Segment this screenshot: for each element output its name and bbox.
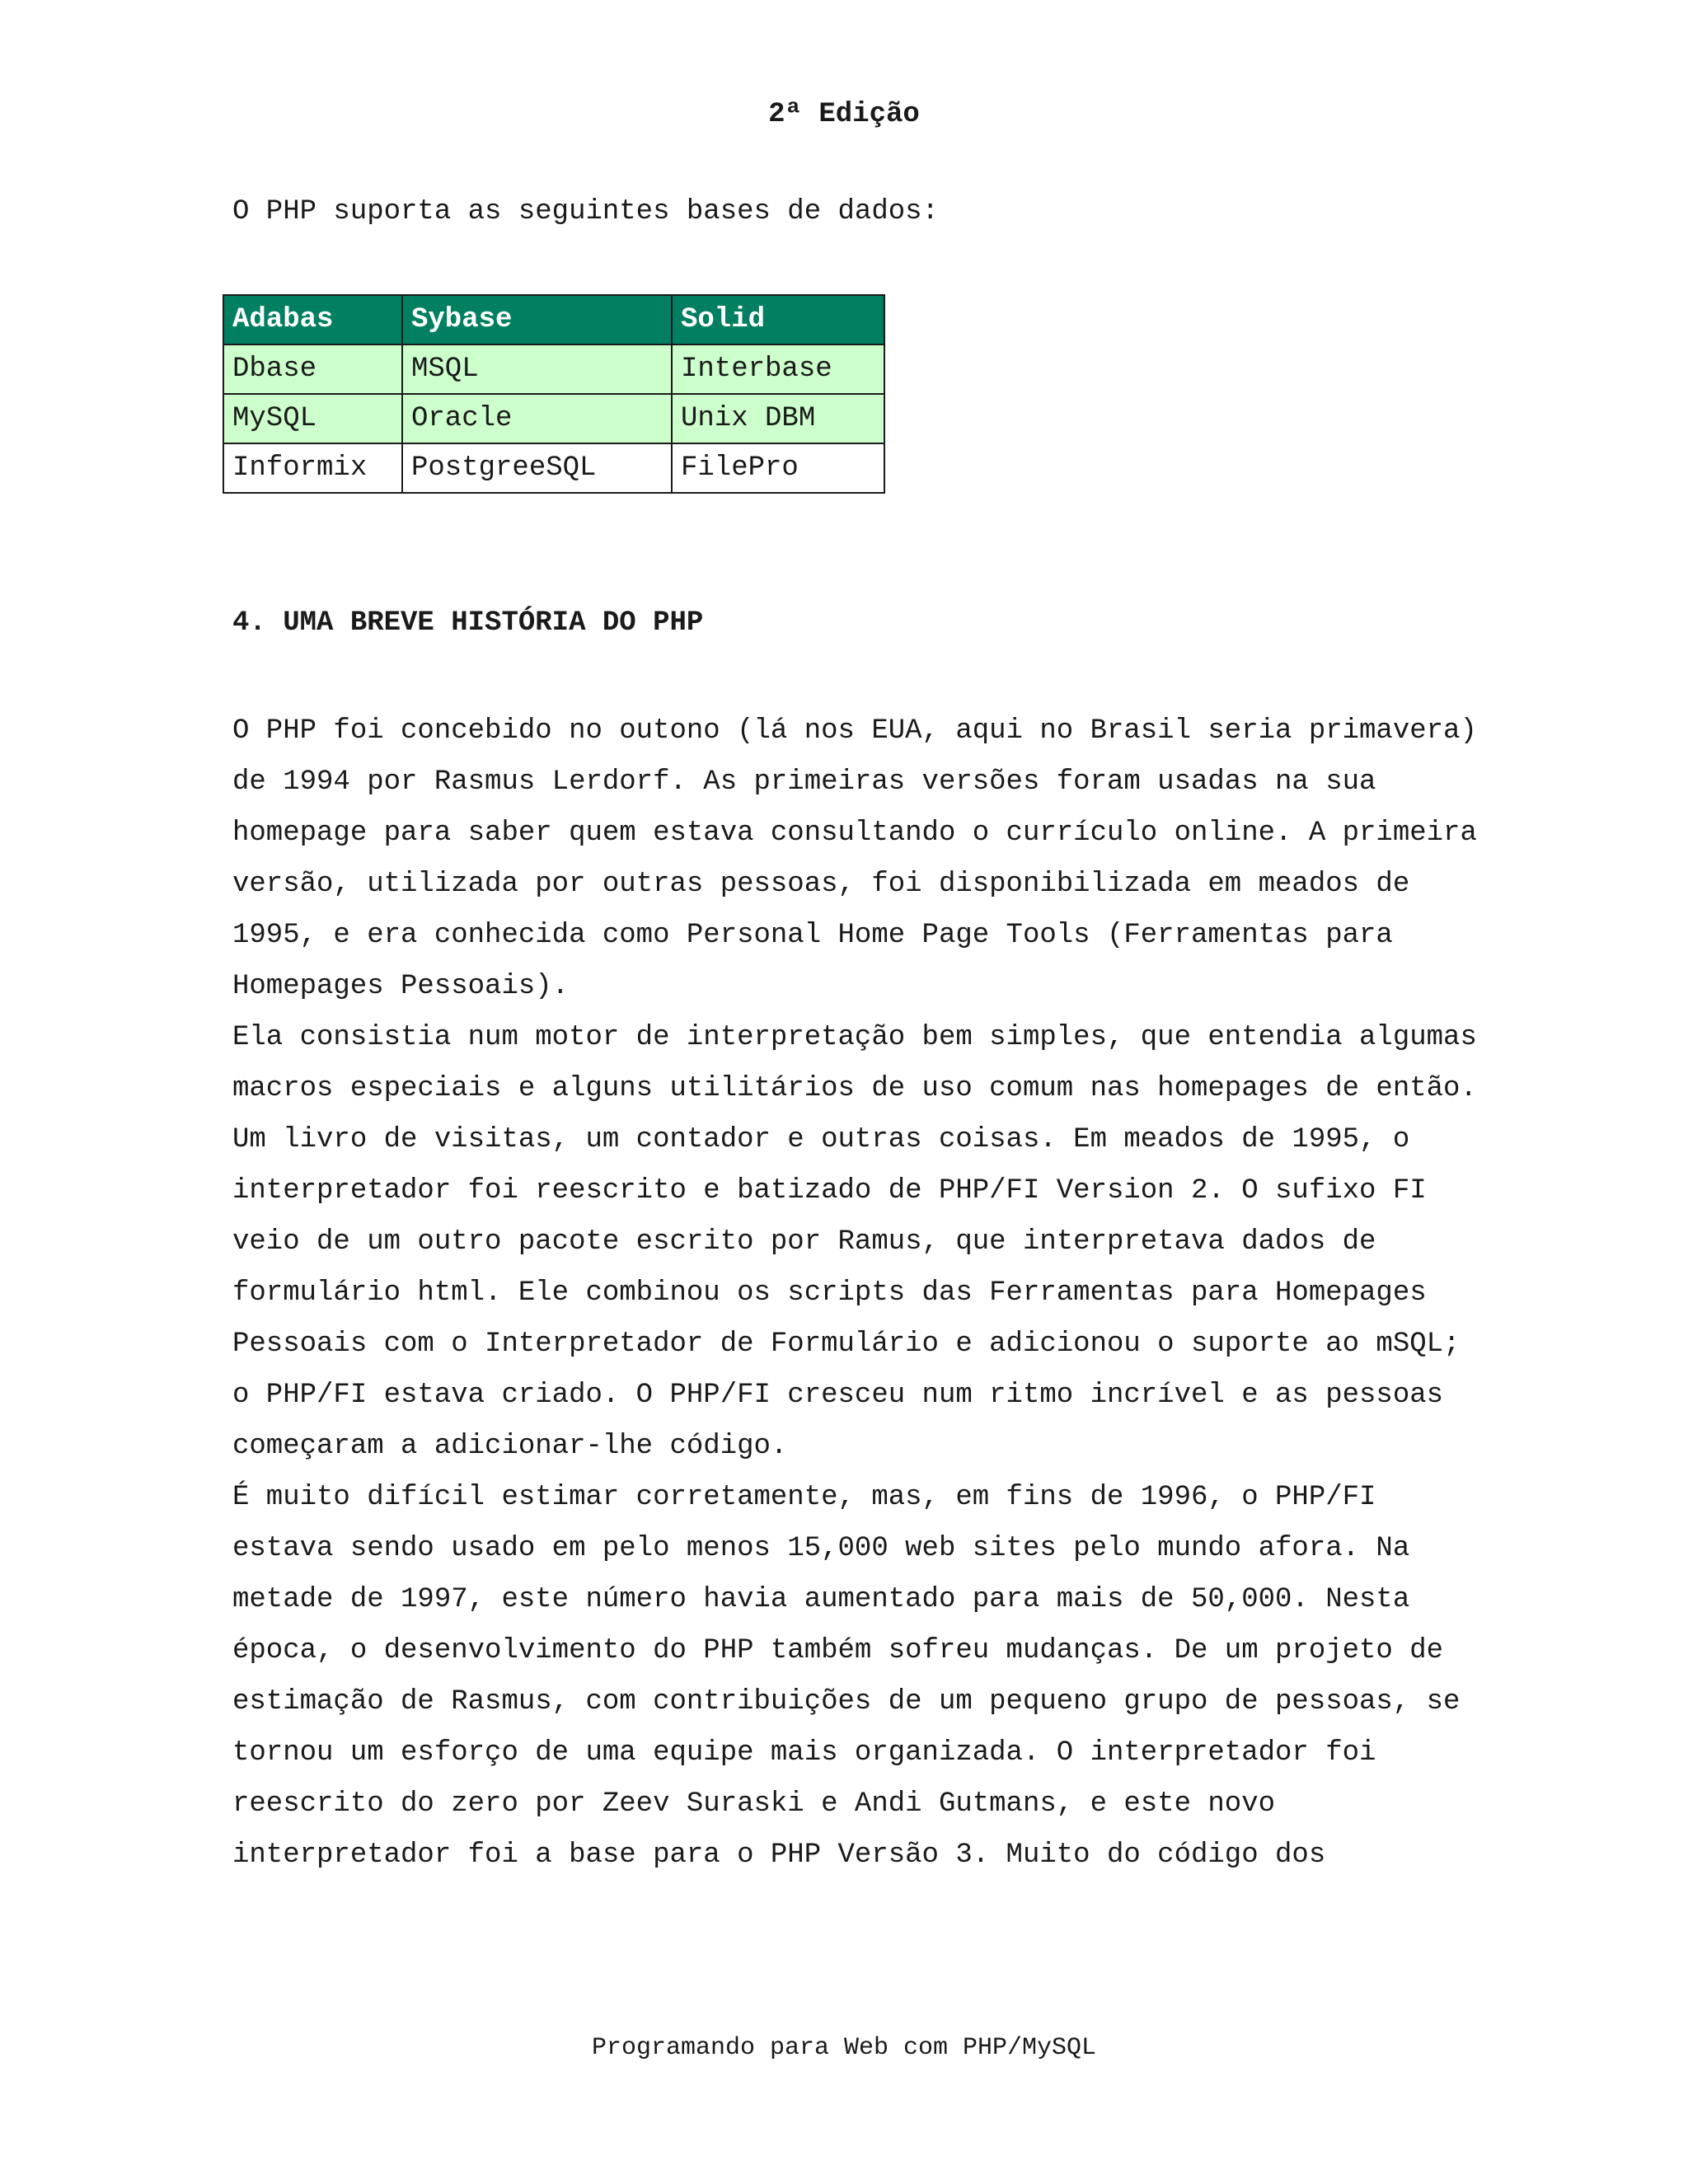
text-line: reescrito do zero por Zeev Suraski e Andi Gutmans, e este novo — [232, 1788, 1276, 1820]
table-cell: Interbase — [672, 344, 884, 394]
table-cell: Informix — [223, 443, 402, 493]
page-header-edition: 2ª Edição — [768, 99, 920, 130]
text-line: de 1994 por Rasmus Lerdorf. As primeiras versões foram usadas na sua — [232, 766, 1376, 798]
text-line: É muito difícil estimar corretamente, mas, em fins de 1996, o PHP/FI — [232, 1482, 1376, 1513]
text-line: 1995, e era conhecida como Personal Home Page Tools (Ferramentas para — [232, 920, 1393, 951]
table-cell: MSQL — [402, 344, 672, 394]
page-footer: Programando para Web com PHP/MySQL — [591, 2034, 1097, 2062]
table-cell: PostgreeSQL — [402, 443, 672, 493]
table-cell: Unix DBM — [672, 394, 884, 443]
table-cell: Dbase — [223, 344, 402, 394]
table-cell: FilePro — [672, 443, 884, 493]
text-line: o PHP/FI estava criado. O PHP/FI cresceu num ritmo incrível e as pessoas — [232, 1380, 1444, 1411]
text-line: O PHP foi concebido no outono (lá nos EUA, aqui no Brasil seria primavera) — [232, 715, 1477, 747]
database-table — [223, 294, 885, 494]
table-cell: MySQL — [223, 394, 402, 443]
text-line: Um livro de visitas, um contador e outras coisas. Em meados de 1995, o — [232, 1124, 1410, 1155]
text-line: começaram a adicionar-lhe código. — [232, 1431, 788, 1462]
text-line: Ela consistia num motor de interpretação bem simples, que entendia algumas — [232, 1022, 1477, 1053]
table-row — [223, 443, 884, 493]
table-header-cell: Solid — [672, 295, 884, 344]
section-heading: 4. UMA BREVE HISTÓRIA DO PHP — [232, 607, 704, 639]
intro-paragraph: O PHP suporta as seguintes bases de dados: — [232, 196, 939, 227]
text-line: estava sendo usado em pelo menos 15,000 web sites pelo mundo afora. Na — [232, 1533, 1410, 1564]
text-line: interpretador foi reescrito e batizado de PHP/FI Version 2. O sufixo FI — [232, 1175, 1427, 1207]
text-line: metade de 1997, este número havia aumentado para mais de 50,000. Nesta — [232, 1584, 1410, 1615]
text-line: Homepages Pessoais). — [232, 971, 570, 1002]
table-row — [223, 394, 884, 443]
text-line: interpretador foi a base para o PHP Versão 3. Muito do código dos — [232, 1840, 1326, 1871]
text-line: homepage para saber quem estava consultando o currículo online. A primeira — [232, 818, 1477, 849]
table-header-cell: Sybase — [402, 295, 672, 344]
table-header-cell: Adabas — [223, 295, 402, 344]
text-line: veio de um outro pacote escrito por Ramus, que interpretava dados de — [232, 1226, 1376, 1258]
text-line: formulário html. Ele combinou os scripts das Ferramentas para Homepages — [232, 1277, 1427, 1309]
text-line: macros especiais e alguns utilitários de uso comum nas homepages de então. — [232, 1073, 1477, 1104]
text-line: tornou um esforço de uma equipe mais organizada. O interpretador foi — [232, 1737, 1376, 1769]
text-line: época, o desenvolvimento do PHP também sofreu mudanças. De um projeto de — [232, 1635, 1444, 1666]
table-header-row — [223, 295, 884, 344]
text-line: Pessoais com o Interpretador de Formulário e adicionou o suporte ao mSQL; — [232, 1329, 1461, 1360]
table-cell: Oracle — [402, 394, 672, 443]
body-paragraphs — [232, 705, 1477, 1881]
text-line: estimação de Rasmus, com contribuições de um pequeno grupo de pessoas, se — [232, 1686, 1461, 1718]
table-row — [223, 344, 884, 394]
text-line: versão, utilizada por outras pessoas, foi disponibilizada em meados de — [232, 869, 1410, 900]
